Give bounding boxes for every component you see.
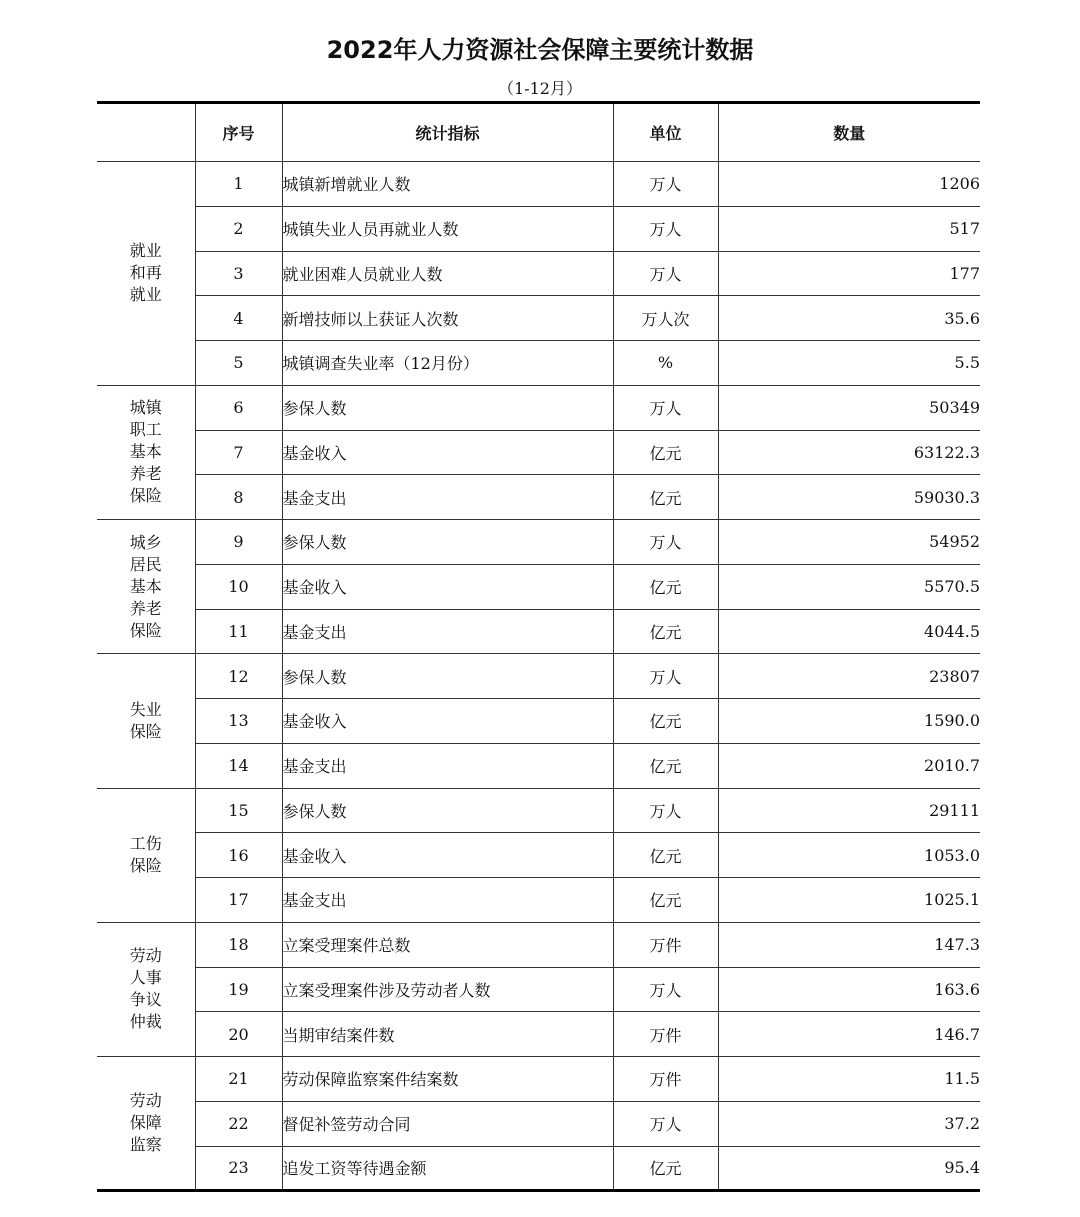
row-value: 517 [718,206,980,251]
row-unit: 亿元 [613,609,718,654]
row-indicator: 基金收入 [282,699,613,744]
row-indicator: 基金支出 [282,475,613,520]
table-row [97,1101,980,1146]
group-label-cell [97,520,195,654]
row-unit: 亿元 [613,878,718,923]
header-value: 数量 [718,103,980,162]
row-value: 163.6 [718,967,980,1012]
group-label: 城乡居民基本养老保险 [129,532,162,640]
group-label-cell [97,1057,195,1191]
table-row [97,699,980,744]
row-seq: 11 [195,609,282,654]
row-value: 37.2 [718,1101,980,1146]
group-label: 工伤保险 [129,834,162,876]
group-label-cell [97,922,195,1056]
table-row [97,1146,980,1191]
row-seq: 5 [195,341,282,386]
row-value: 1025.1 [718,878,980,923]
row-indicator: 新增技师以上获证人次数 [282,296,613,341]
table-body [97,162,980,1191]
table-row [97,251,980,296]
row-value: 23807 [718,654,980,699]
table-row [97,162,980,207]
group-label: 劳动保障监察 [129,1091,162,1155]
row-unit: 万人次 [613,296,718,341]
row-indicator: 城镇新增就业人数 [282,162,613,207]
group-label-cell [97,788,195,922]
row-seq: 13 [195,699,282,744]
table-row [97,833,980,878]
row-seq: 16 [195,833,282,878]
row-unit: 万人 [613,520,718,565]
table-row [97,967,980,1012]
row-indicator: 基金收入 [282,430,613,475]
table-row [97,475,980,520]
row-seq: 9 [195,520,282,565]
row-unit: 亿元 [613,430,718,475]
group-label-cell [97,385,195,519]
page-title: 2022年人力资源社会保障主要统计数据 [326,36,754,64]
table-row [97,878,980,923]
row-seq: 3 [195,251,282,296]
row-value: 63122.3 [718,430,980,475]
table-row [97,609,980,654]
row-value: 5.5 [718,341,980,386]
row-unit: 万人 [613,654,718,699]
row-indicator: 基金支出 [282,743,613,788]
row-indicator: 基金支出 [282,609,613,654]
row-seq: 6 [195,385,282,430]
row-value: 29111 [718,788,980,833]
table-row [97,1057,980,1102]
table-row [97,743,980,788]
row-indicator: 基金收入 [282,564,613,609]
row-unit: 万人 [613,967,718,1012]
row-seq: 23 [195,1146,282,1191]
row-value: 50349 [718,385,980,430]
row-unit: 万件 [613,1057,718,1102]
row-indicator: 基金收入 [282,833,613,878]
table-row [97,564,980,609]
row-value: 35.6 [718,296,980,341]
row-indicator: 劳动保障监察案件结案数 [282,1057,613,1102]
row-unit: 万人 [613,1101,718,1146]
row-seq: 14 [195,743,282,788]
table-row [97,788,980,833]
row-unit: 万人 [613,788,718,833]
row-unit: 亿元 [613,1146,718,1191]
table-row [97,922,980,967]
row-indicator: 基金支出 [282,878,613,923]
table-row [97,206,980,251]
statistics-table [97,101,980,1192]
row-unit: 亿元 [613,475,718,520]
row-value: 95.4 [718,1146,980,1191]
row-seq: 7 [195,430,282,475]
group-label-cell [97,654,195,788]
row-value: 59030.3 [718,475,980,520]
row-seq: 17 [195,878,282,923]
row-value: 11.5 [718,1057,980,1102]
table-row [97,385,980,430]
row-value: 1590.0 [718,699,980,744]
row-indicator: 督促补签劳动合同 [282,1101,613,1146]
row-unit: 亿元 [613,699,718,744]
row-indicator: 当期审结案件数 [282,1012,613,1057]
table-row [97,296,980,341]
row-unit: 万人 [613,206,718,251]
row-indicator: 立案受理案件涉及劳动者人数 [282,967,613,1012]
header-group-cell [97,103,195,162]
table-row [97,520,980,565]
table-row [97,654,980,699]
row-seq: 8 [195,475,282,520]
row-value: 177 [718,251,980,296]
row-indicator: 立案受理案件总数 [282,922,613,967]
row-seq: 22 [195,1101,282,1146]
group-label: 城镇职工基本养老保险 [129,398,162,506]
row-unit: % [613,341,718,386]
row-unit: 亿元 [613,833,718,878]
row-value: 54952 [718,520,980,565]
row-value: 5570.5 [718,564,980,609]
table-header-row [97,103,980,162]
row-indicator: 就业困难人员就业人数 [282,251,613,296]
row-indicator: 追发工资等待遇金额 [282,1146,613,1191]
page-subtitle: （1-12月） [498,79,582,98]
row-unit: 亿元 [613,743,718,788]
row-seq: 15 [195,788,282,833]
row-value: 2010.7 [718,743,980,788]
row-indicator: 城镇失业人员再就业人数 [282,206,613,251]
row-value: 4044.5 [718,609,980,654]
row-unit: 万件 [613,1012,718,1057]
row-seq: 21 [195,1057,282,1102]
row-seq: 12 [195,654,282,699]
header-indicator: 统计指标 [282,103,613,162]
row-value: 1206 [718,162,980,207]
group-label-cell [97,162,195,386]
group-label: 就业和再就业 [129,241,162,305]
row-seq: 1 [195,162,282,207]
header-seq: 序号 [195,103,282,162]
row-seq: 4 [195,296,282,341]
table-row [97,430,980,475]
row-seq: 19 [195,967,282,1012]
header-unit: 单位 [613,103,718,162]
row-unit: 万人 [613,385,718,430]
row-unit: 万人 [613,162,718,207]
row-indicator: 参保人数 [282,654,613,699]
row-indicator: 参保人数 [282,788,613,833]
group-label: 失业保险 [129,699,162,741]
table-row [97,1012,980,1057]
row-seq: 10 [195,564,282,609]
row-unit: 万人 [613,251,718,296]
row-value: 1053.0 [718,833,980,878]
table-row [97,341,980,386]
row-seq: 18 [195,922,282,967]
row-seq: 2 [195,206,282,251]
row-unit: 万件 [613,922,718,967]
row-indicator: 参保人数 [282,385,613,430]
row-seq: 20 [195,1012,282,1057]
row-value: 146.7 [718,1012,980,1057]
row-indicator: 参保人数 [282,520,613,565]
row-value: 147.3 [718,922,980,967]
group-label: 劳动人事争议仲裁 [129,946,162,1032]
row-indicator: 城镇调查失业率（12月份） [282,341,613,386]
row-unit: 亿元 [613,564,718,609]
